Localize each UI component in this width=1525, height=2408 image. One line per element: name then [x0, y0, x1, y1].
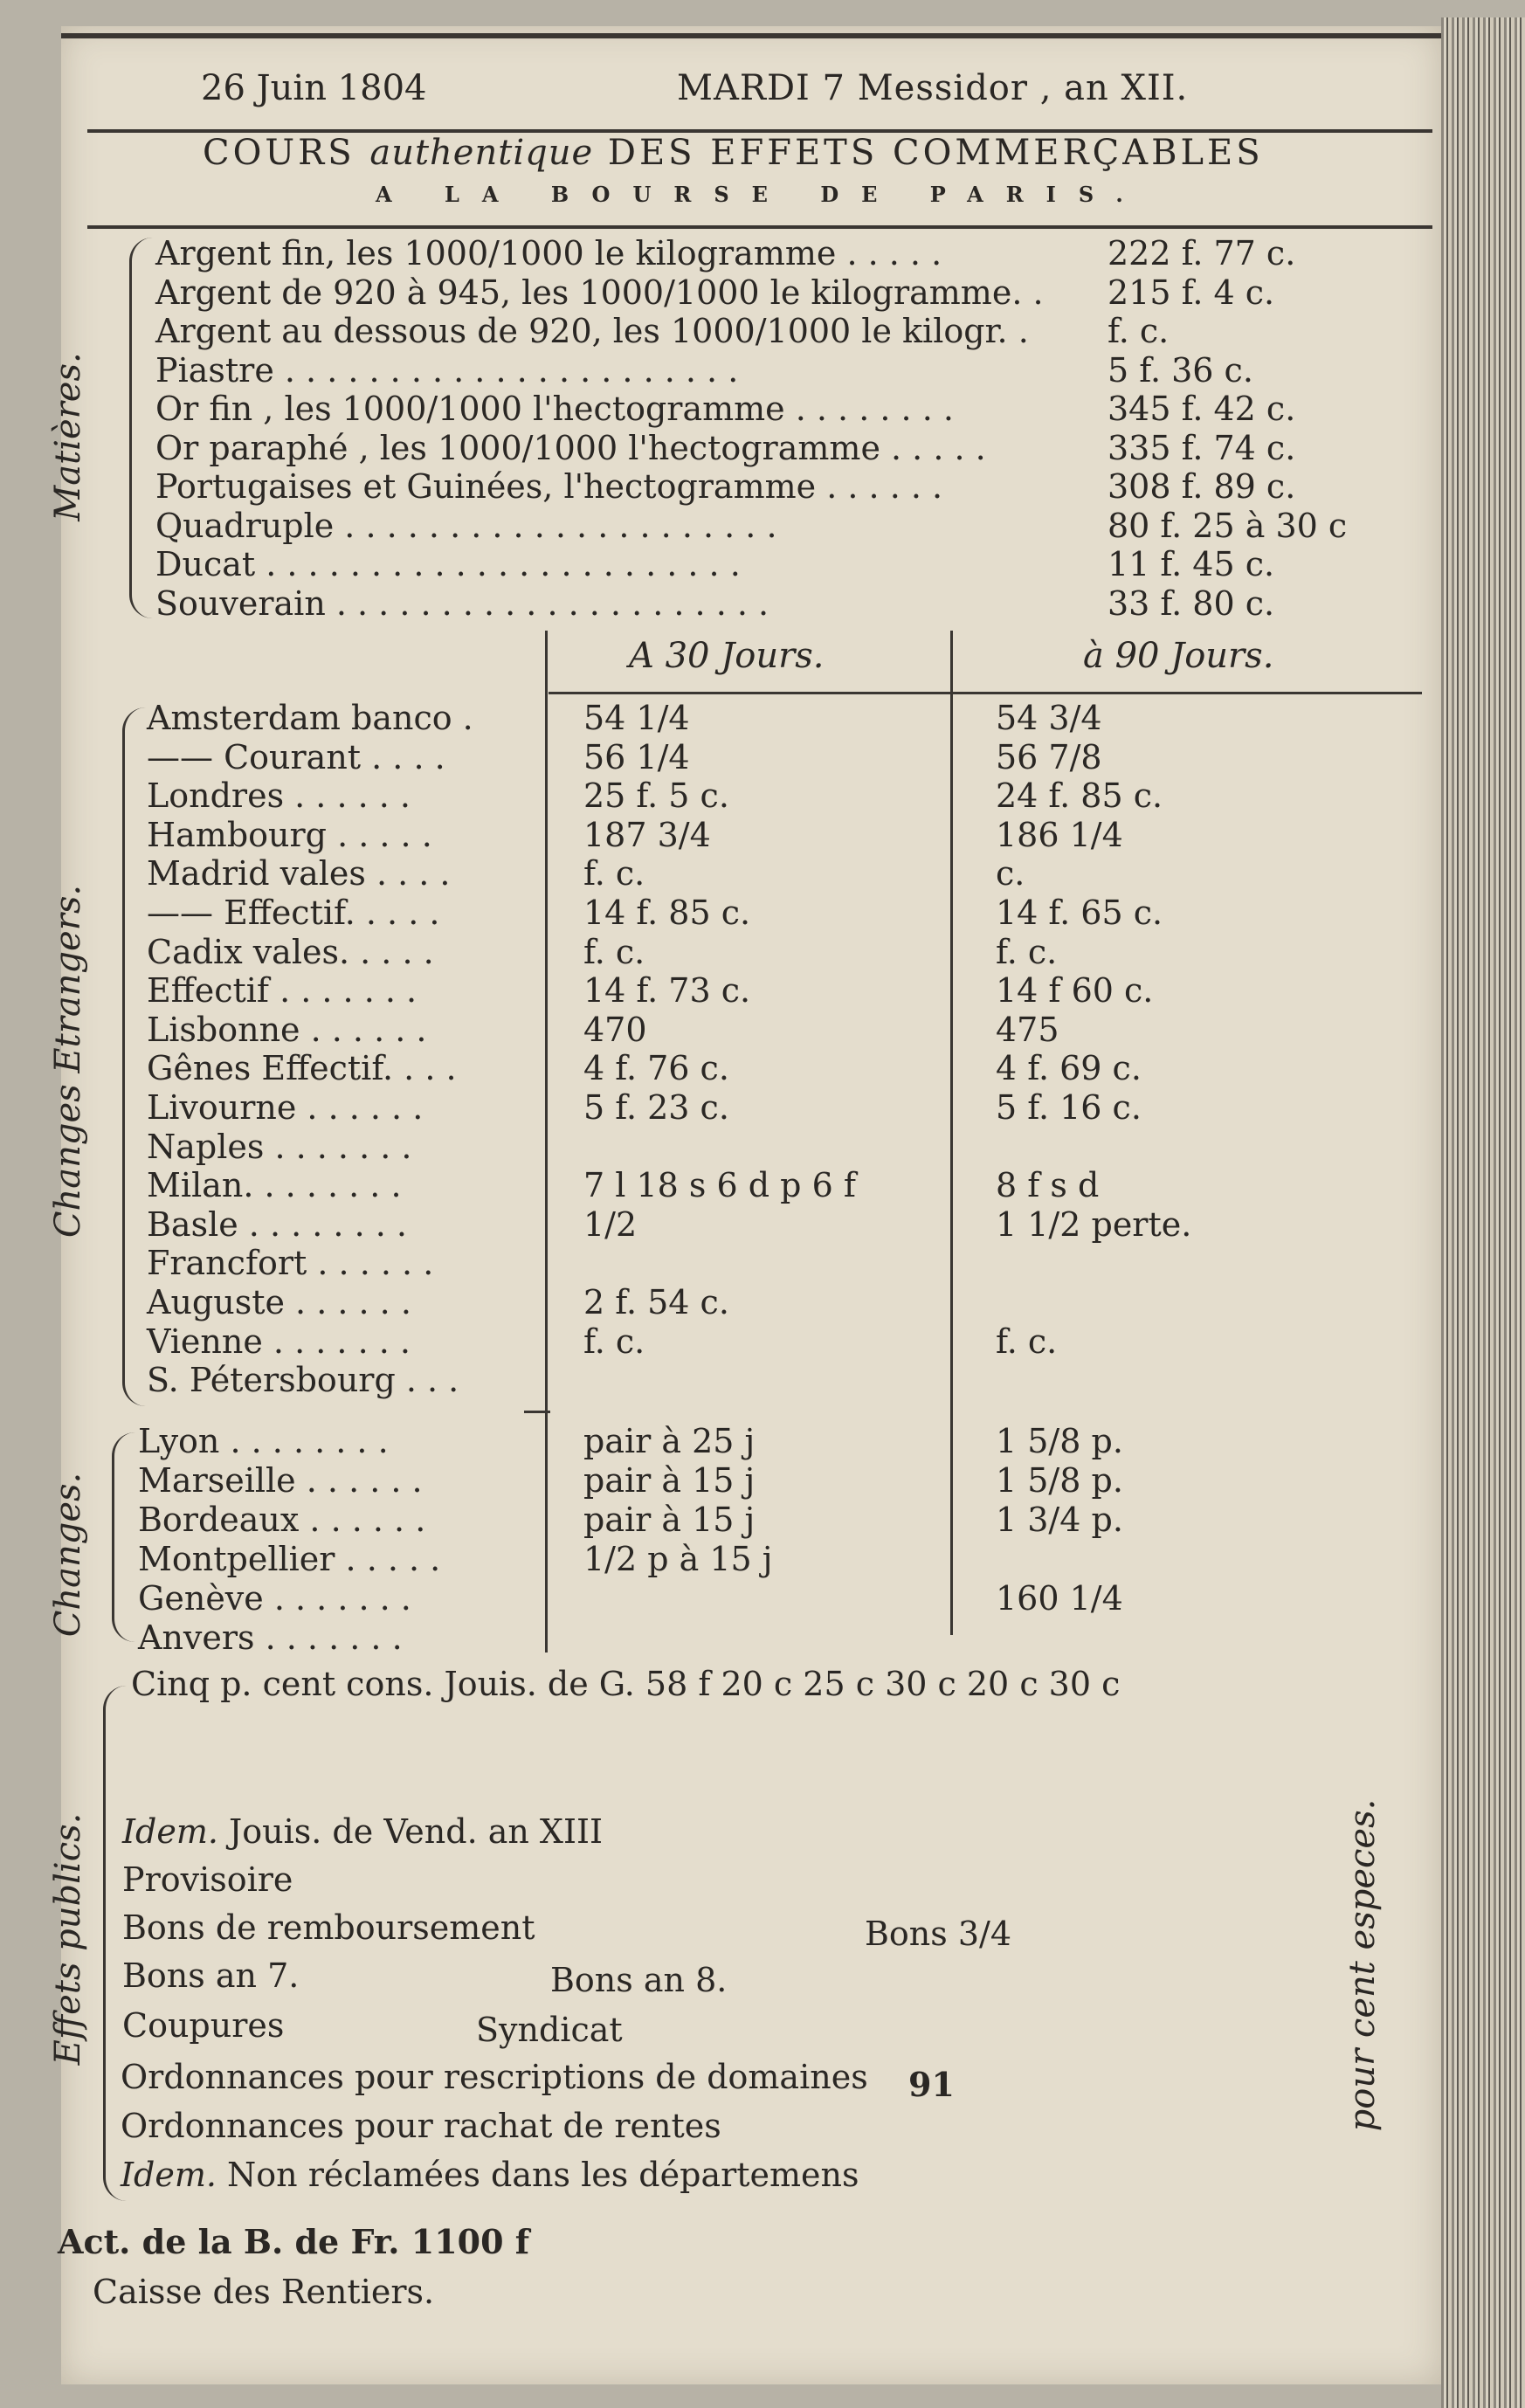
matiere-value: 5 f. 36 c.: [1108, 350, 1253, 390]
change-value-30-jours: f. c.: [583, 1321, 645, 1361]
header-date: 26 Juin 1804: [201, 68, 427, 108]
matiere-label: Or fin , les 1000/1000 l'hectogramme . . . . . . . .: [155, 390, 954, 428]
brace-changes-etrangers: [122, 707, 146, 1406]
change-label: Livourne . . . . . .: [147, 1088, 424, 1127]
footer-caisse-rentiers: Caisse des Rentiers.: [93, 2273, 435, 2311]
change-value-30-jours: 187 3/4: [583, 815, 711, 854]
page-title: [203, 133, 1264, 173]
change-label: Amsterdam banco .: [147, 699, 473, 737]
change-label: Basle . . . . . . . .: [147, 1204, 407, 1244]
change-value-90-jours: 1 5/8 p.: [996, 1422, 1123, 1460]
change-value-30-jours: 25 f. 5 c.: [583, 776, 729, 816]
change-value-90-jours: 4 f. 69 c.: [996, 1049, 1142, 1088]
header-day: MARDI 7 Messidor , an XII.: [677, 68, 1189, 108]
bons-34-value: Bons 3/4: [865, 1915, 1012, 1953]
change-label: Gênes Effectif. . . .: [147, 1049, 457, 1088]
bons-remboursement-row: Bons de remboursement: [122, 1908, 535, 1947]
change-value-30-jours: f. c.: [583, 932, 645, 971]
idem-nonrecl-italic: Idem.: [121, 2156, 217, 2194]
change-value-90-jours: 14 f. 65 c.: [996, 894, 1163, 932]
page-subtitle: A LA BOURSE DE PARIS.: [376, 182, 1146, 207]
change-value-30-jours: 1/2 p à 15 j: [583, 1540, 773, 1578]
section-label-pour-cent: pour cent especes.: [1342, 1798, 1383, 2132]
change-label: Madrid vales . . . .: [147, 854, 451, 894]
change-label: Londres . . . . . .: [147, 776, 411, 816]
matiere-label: Or paraphé , les 1000/1000 l'hectogramme . . . . .: [155, 428, 986, 467]
matiere-label: Ducat . . . . . . . . . . . . . . . . . . . . . . .: [155, 545, 741, 583]
change-value-30-jours: 4 f. 76 c.: [583, 1049, 729, 1088]
change-value-90-jours: 56 7/8: [996, 737, 1102, 776]
matiere-value: 33 f. 80 c.: [1108, 583, 1275, 623]
ordonnances-value: 91: [908, 2065, 955, 2104]
section-label-changes-etrangers: Changes Etrangers.: [48, 884, 88, 1238]
change-value-90-jours: 8 f s d: [996, 1166, 1100, 1205]
change-label: Lyon . . . . . . . .: [138, 1422, 389, 1460]
change-label: Genève . . . . . . .: [138, 1579, 411, 1618]
change-value-30-jours: 1/2: [583, 1204, 638, 1244]
header-30-jours: A 30 Jours.: [629, 636, 825, 676]
change-value-90-jours: 186 1/4: [996, 815, 1123, 854]
change-value-90-jours: 14 f 60 c.: [996, 971, 1154, 1011]
matiere-value: 335 f. 74 c.: [1108, 428, 1296, 467]
change-value-90-jours: c.: [996, 854, 1025, 894]
matiere-value: 345 f. 42 c.: [1108, 390, 1296, 428]
matiere-label: Souverain . . . . . . . . . . . . . . . . . . . . .: [155, 583, 769, 623]
column-header-rule: [549, 692, 1422, 694]
change-value-30-jours: 470: [583, 1010, 647, 1049]
change-label: —— Courant . . . .: [147, 737, 445, 776]
change-value-30-jours: 54 1/4: [583, 699, 690, 737]
change-label: Marseille . . . . . .: [138, 1461, 423, 1500]
matiere-value: 215 f. 4 c.: [1108, 273, 1275, 312]
change-value-30-jours: 56 1/4: [583, 737, 690, 776]
change-label: Lisbonne . . . . . .: [147, 1010, 427, 1049]
column-divider-right: [950, 631, 953, 1635]
idem-vend-text: Jouis. de Vend. an XIII: [229, 1812, 604, 1851]
matiere-label: Portugaises et Guinées, l'hectogramme . . . . . .: [155, 467, 943, 506]
idem-vend-italic: Idem.: [122, 1812, 218, 1851]
coupures-row: Coupures: [122, 2006, 285, 2045]
change-value-90-jours: f. c.: [996, 932, 1058, 971]
matiere-label: Quadruple . . . . . . . . . . . . . . . . . . . . .: [155, 506, 777, 545]
matiere-value: 11 f. 45 c.: [1108, 545, 1275, 583]
change-label: S. Pétersbourg . . .: [147, 1361, 459, 1400]
change-value-30-jours: pair à 25 j: [583, 1422, 756, 1460]
section-label-matieres: Matières.: [48, 352, 88, 521]
change-label: Naples . . . . . . .: [147, 1127, 412, 1166]
change-value-90-jours: 475: [996, 1010, 1059, 1049]
change-label: Francfort . . . . . .: [147, 1244, 434, 1283]
change-value-30-jours: pair à 15 j: [583, 1501, 756, 1539]
header-90-jours: à 90 Jours.: [1083, 636, 1274, 676]
change-value-90-jours: 54 3/4: [996, 699, 1102, 737]
page-edges: [1441, 17, 1525, 2408]
change-value-90-jours: 1 1/2 perte.: [996, 1204, 1192, 1244]
brace-matieres: [129, 238, 153, 618]
bons-an8-row: Bons an 8.: [550, 1961, 728, 1999]
ordonnances-rachat-row: Ordonnances pour rachat de rentes: [121, 2107, 721, 2145]
syndicat-row: Syndicat: [476, 2011, 623, 2049]
title-pre: COURS: [203, 133, 355, 173]
change-label: Vienne . . . . . . .: [147, 1321, 411, 1361]
change-value-90-jours: 1 5/8 p.: [996, 1461, 1123, 1500]
title-rule: [87, 225, 1432, 229]
change-label: Anvers . . . . . . .: [138, 1618, 403, 1657]
change-value-30-jours: 14 f. 85 c.: [583, 894, 751, 932]
section-label-changes: Changes.: [48, 1472, 88, 1638]
idem-non-reclamees-row: [121, 2156, 859, 2194]
matiere-label: Argent de 920 à 945, les 1000/1000 le kilogramme. .: [155, 273, 1044, 312]
matiere-value: 308 f. 89 c.: [1108, 467, 1296, 506]
change-value-90-jours: 24 f. 85 c.: [996, 776, 1163, 816]
change-value-90-jours: f. c.: [996, 1321, 1058, 1361]
footer-act-banque: Act. de la B. de Fr. 1100 f: [58, 2222, 530, 2261]
section-label-effets-publics: Effets publics.: [48, 1812, 88, 2066]
change-value-30-jours: 7 l 18 s 6 d p 6 f: [583, 1166, 856, 1205]
title-post: DES EFFETS COMMERÇABLES: [607, 133, 1264, 173]
change-label: Effectif . . . . . . .: [147, 971, 417, 1011]
change-value-30-jours: 14 f. 73 c.: [583, 971, 751, 1011]
cinq-pct-row: Cinq p. cent cons. Jouis. de G. 58 f 20 c 25 c 30 c 20 c 30 c: [131, 1665, 1121, 1703]
matiere-label: Argent au dessous de 920, les 1000/1000 le kilogr. .: [155, 312, 1029, 350]
change-label: Bordeaux . . . . . .: [138, 1501, 426, 1539]
matiere-value: f. c.: [1108, 312, 1170, 350]
change-value-30-jours: 2 f. 54 c.: [583, 1283, 729, 1321]
idem-vend-row: [122, 1812, 603, 1851]
matiere-value: 80 f. 25 à 30 c: [1108, 506, 1348, 545]
changes-separator: [524, 1411, 550, 1413]
matiere-value: 222 f. 77 c.: [1108, 234, 1296, 273]
matiere-label: Piastre . . . . . . . . . . . . . . . . . . . . . .: [155, 350, 739, 390]
change-value-90-jours: 1 3/4 p.: [996, 1501, 1123, 1539]
provisoire-row: Provisoire: [122, 1860, 293, 1899]
change-value-30-jours: pair à 15 j: [583, 1461, 756, 1500]
change-label: Auguste . . . . . .: [147, 1283, 411, 1321]
ordonnances-row: Ordonnances pour rescriptions de domaines: [121, 2058, 868, 2096]
change-value-90-jours: 160 1/4: [996, 1579, 1123, 1618]
brace-changes: [112, 1432, 135, 1642]
change-label: Montpellier . . . . .: [138, 1540, 441, 1578]
matiere-label: Argent fin, les 1000/1000 le kilogramme . . . . .: [155, 234, 942, 273]
change-value-30-jours: 5 f. 23 c.: [583, 1088, 729, 1127]
column-divider-left: [545, 631, 548, 1652]
change-value-30-jours: f. c.: [583, 854, 645, 894]
title-italic: authentique: [369, 133, 594, 173]
bons-an7-row: Bons an 7.: [122, 1956, 300, 1995]
idem-nonrecl-text: Non réclamées dans les départemens: [227, 2156, 859, 2194]
change-label: Milan. . . . . . . .: [147, 1166, 402, 1205]
change-label: Cadix vales. . . . .: [147, 932, 434, 971]
change-label: —— Effectif. . . . .: [147, 894, 440, 932]
top-rule: [61, 33, 1441, 38]
change-value-90-jours: 5 f. 16 c.: [996, 1088, 1142, 1127]
change-label: Hambourg . . . . .: [147, 815, 432, 854]
